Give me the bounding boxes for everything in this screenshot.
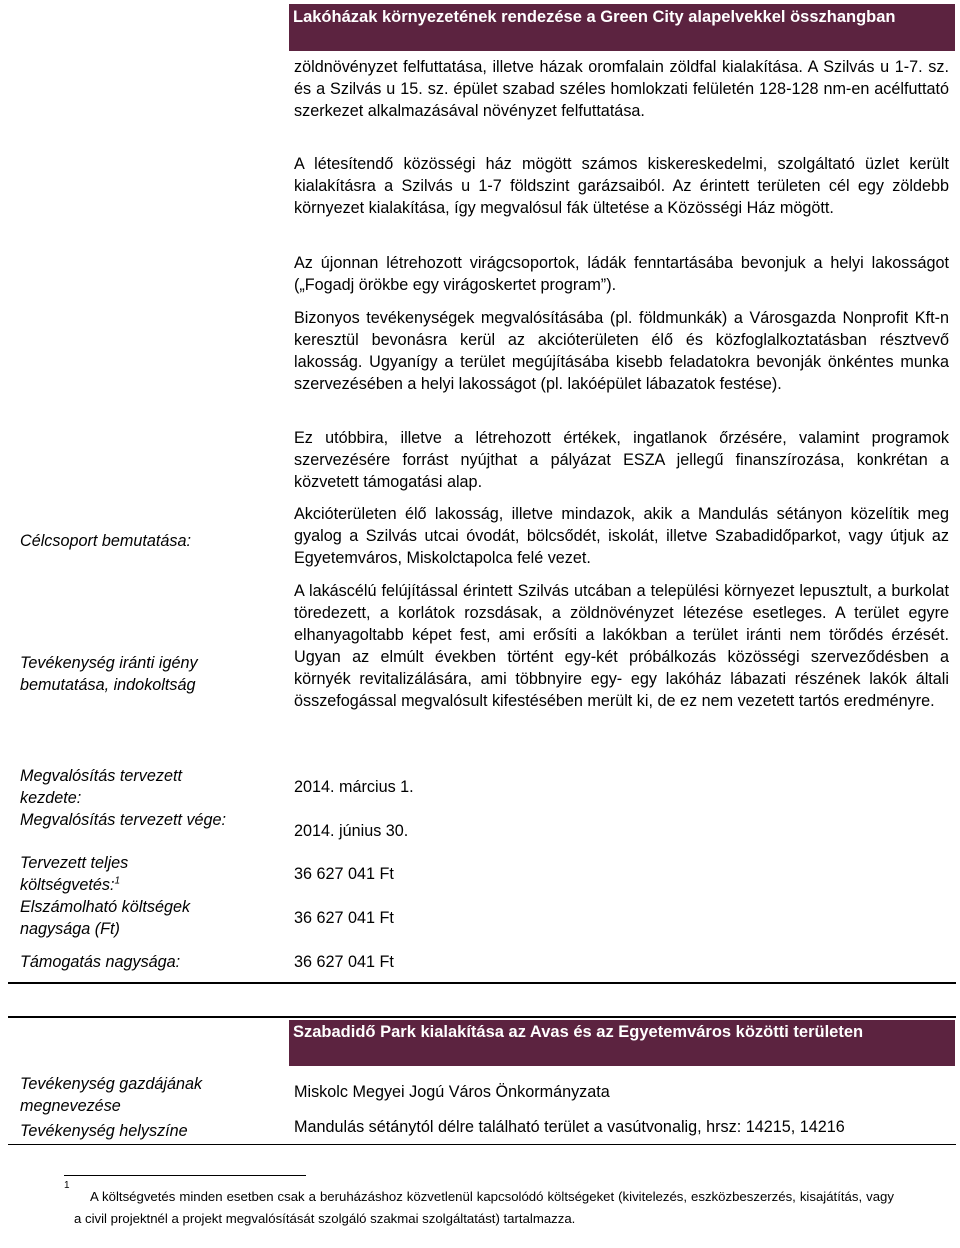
label-kezdete: Megvalósítás tervezett kezdete: [20,767,182,807]
value-koltseg: 36 627 041 Ft [294,865,394,883]
footnote-mark: 1 [64,1180,70,1191]
footnote-ref: 1 [114,875,121,887]
label-gazda: Tevékenység gazdájának megnevezése [20,1075,203,1115]
paragraph-viragcsoportok: Az újonnan létrehozott virágcsoportok, ládák fenntartásába bevonjuk a helyi lakosságot („Fogadj örökbe egy virágoskertet program”). [294,254,949,294]
value-helyszin: Mandulás sétánytól délre található terület a vasútvonalig, hrsz: 14215, 14216 [294,1118,845,1136]
section1-divider [8,982,956,984]
value-kezdete: 2014. március 1. [294,778,414,796]
label-koltseg: Tervezett teljes költségvetés:$^1$ [20,854,129,894]
paragraph-igeny: A lakáscélú felújítással érintett Szilvás utcában a települési környezet lepusztult, a burkolat töredezett, a korlátok rozsdásak, a zöldnövényzet létezése esetleges. A terület egyre elhanyagoltabb képet fest, ami erősíti a lakókban a terület iránti nem törődés érzését. Ugyan az elmúlt években történt egy-két próbálkozás közösségi szerveződésben a környék revitalizálására, ami többnyire egy- egy lakóház lábazati részének lakók általi összefogással megvalósult kifestésében merült ki, de ez nem vezetett tartós eredményre. [294,582,949,710]
paragraph-esza: Ez utóbbira, illetve a létrehozott értékek, ingatlanok őrzésére, valamint programok szervezésére forrást nyújthat a pályázat ESZA jellegű finanszírozása, konkrétan a közvetett támogatási alap. [294,429,949,491]
paragraph-kozfoglalkoztatas: Bizonyos tevékenységek megvalósításába (pl. földmunkák) a Városgazda Nonprofit Kft-n keresztül bevonásra kerül az akcióterületen élő és közfoglalkoztatásban résztvevő lakosság. Ugyanígy a terület megújításába kisebb feladatokra bevonják önkéntes munka szervezésében a helyi lakosságot (pl. lakóépület lábazatok festése). [294,309,949,393]
value-tamogatas: 36 627 041 Ft [294,953,394,971]
label-igeny: Tevékenység iránti igény bemutatása, indokoltság [20,654,198,694]
paragraph-zoldnovenyzet: zöldnövényzet felfuttatása, illetve házak oromfalain zöldfal kialakítása. A Szilvás u 1-7. sz. és a Szilvás u 15. sz. épület szabad széles homlokzati felületén 128-128 nm-en acélfuttató szerkezet alkalmazásával növényzet felfuttatása. [294,58,949,120]
value-elszamolhato: 36 627 041 Ft [294,909,394,927]
section2-bottom-rule [8,1144,956,1145]
value-vege: 2014. június 30. [294,822,409,840]
footnote-text: A költségvetés minden esetben csak a beruházáshoz közvetlenül kapcsolódó költségeket (kivitelezés, eszközbeszerzés, kisajátítás, vagy a civil projektnél a projekt megvalósítását szolgáló szakmai szolgáltatást) tartalmazza. [74,1189,894,1226]
label-helyszin: Tevékenység helyszíne [20,1122,188,1140]
footnote-separator [64,1175,306,1176]
section2-top-rule [8,1016,956,1018]
label-elszamolhato: Elszámolható költségek nagysága (Ft) [20,898,191,938]
section-header-szabadido-park: Szabadidő Park kialakítása az Avas és az Egyetemváros közötti területen [289,1020,955,1066]
value-gazda: Miskolc Megyei Jogú Város Önkormányzata [294,1083,610,1101]
paragraph-celcsoport: Akcióterületen élő lakosság, illetve mindazok, akik a Mandulás sétányon közelítik meg gyalog a Szilvás utcai óvodát, bölcsődét, iskolát, illetve Szabadidőparkot, vagy útjuk az Egyetemváros, Miskolctapolca felé vezet. [294,505,949,567]
label-tamogatas: Támogatás nagysága: [20,953,181,971]
label-celcsoport: Célcsoport bemutatása: [20,532,191,550]
label-vege: Megvalósítás tervezett vége: [20,811,227,829]
section-header-lakohazak: Lakóházak környezetének rendezése a Green City alapelvekkel összhangban [289,4,955,51]
paragraph-kozossegi-haz: A létesítendő közösségi ház mögött számos kiskereskedelmi, szolgáltató üzlet került kialakításra a Szilvás u 1-7 földszint garázsaiból. Az érintett területen cél egy zöldebb környezet kialakítása, így megvalósul fák ültetése a Közösségi Ház mögött. [294,155,949,217]
